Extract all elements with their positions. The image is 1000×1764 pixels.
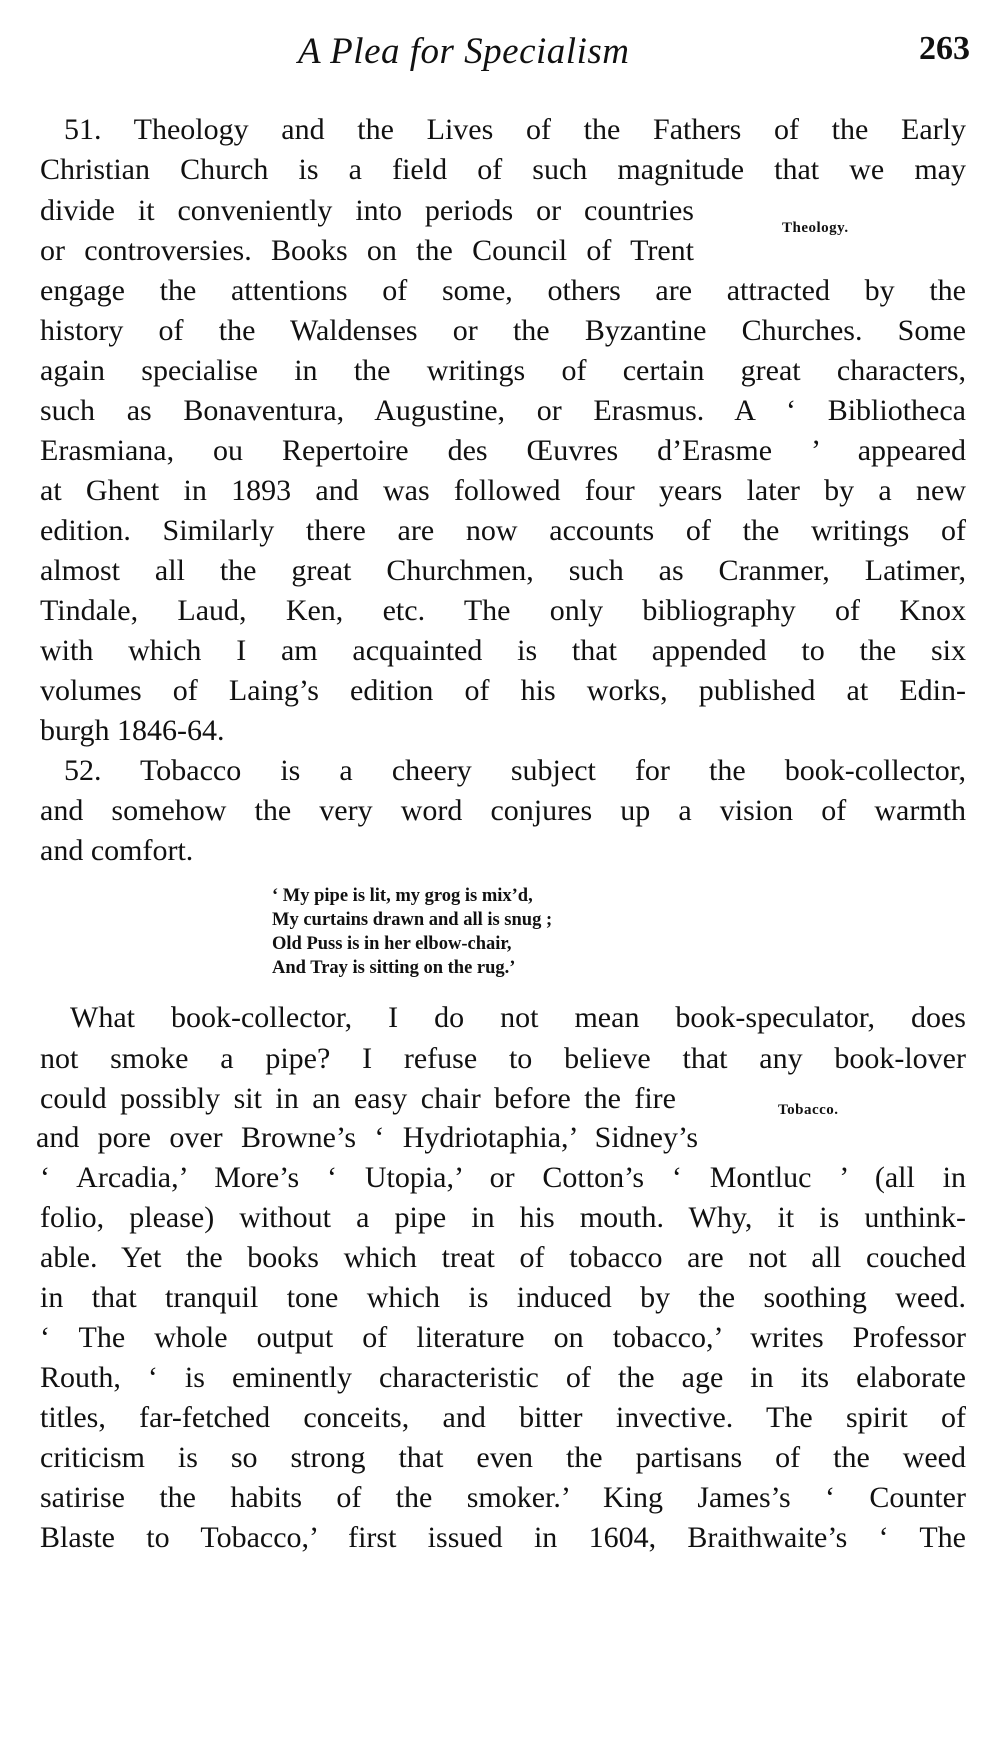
verse-line: My curtains drawn and all is snug ; bbox=[272, 910, 553, 930]
text-line: could possibly sit in an easy chair before the fire bbox=[40, 1082, 676, 1115]
text-line: engage the attentions of some, others are attracted by the bbox=[40, 274, 966, 307]
running-head bbox=[40, 30, 970, 80]
text-line: able. Yet the books which treat of tobacco are not all couched bbox=[40, 1241, 966, 1274]
text-line: and somehow the very word conjures up a vision of warmth bbox=[40, 794, 966, 827]
verse-line: And Tray is sitting on the rug.’ bbox=[272, 958, 516, 978]
margin-note-tobacco: Tobacco. bbox=[778, 1102, 839, 1118]
text-line: history of the Waldenses or the Byzantine Churches. Some bbox=[40, 314, 966, 347]
text-line: What book-collector, I do not mean book-speculator, does bbox=[70, 1001, 966, 1034]
text-line: divide it conveniently into periods or countries bbox=[40, 194, 694, 227]
text-line: Blaste to Tobacco,’ first issued in 1604, Braithwaite’s ‘ The bbox=[40, 1521, 966, 1554]
text-line: burgh 1846-64. bbox=[40, 714, 225, 747]
page-number: 263 bbox=[919, 30, 970, 67]
text-line: again specialise in the writings of certain great characters, bbox=[40, 354, 966, 387]
text-line: criticism is so strong that even the partisans of the weed bbox=[40, 1441, 966, 1474]
text-line: and comfort. bbox=[40, 834, 194, 867]
text-line: or controversies. Books on the Council of Trent bbox=[40, 234, 694, 267]
text-line: in that tranquil tone which is induced by the soothing weed. bbox=[40, 1281, 966, 1314]
text-line: not smoke a pipe? I refuse to believe that any book-lover bbox=[40, 1042, 966, 1075]
text-line: such as Bonaventura, Augustine, or Erasmus. A ‘ Bibliotheca bbox=[40, 394, 966, 427]
text-line: Erasmiana, ou Repertoire des Œuvres d’Erasme ’ appeared bbox=[40, 434, 966, 467]
running-title: A Plea for Specialism bbox=[298, 31, 630, 72]
text-line: Tindale, Laud, Ken, etc. The only bibliography of Knox bbox=[40, 594, 966, 627]
text-line: folio, please) without a pipe in his mouth. Why, it is unthink- bbox=[40, 1201, 966, 1234]
text-line: and pore over Browne’s ‘ Hydriotaphia,’ Sidney’s bbox=[36, 1121, 698, 1154]
text-line: 51. Theology and the Lives of the Fathers of the Early bbox=[64, 113, 966, 146]
text-line: Routh, ‘ is eminently characteristic of the age in its elaborate bbox=[40, 1361, 966, 1394]
text-line: almost all the great Churchmen, such as Cranmer, Latimer, bbox=[40, 554, 966, 587]
text-line: edition. Similarly there are now accounts of the writings of bbox=[40, 514, 966, 547]
text-line: Christian Church is a field of such magnitude that we may bbox=[40, 153, 966, 186]
text-line: volumes of Laing’s edition of his works, published at Edin- bbox=[40, 674, 966, 707]
verse-line: ‘ My pipe is lit, my grog is mix’d, bbox=[272, 886, 533, 906]
margin-note-theology: Theology. bbox=[782, 220, 849, 236]
verse-line: Old Puss is in her elbow-chair, bbox=[272, 934, 512, 954]
text-line: 52. Tobacco is a cheery subject for the book-collector, bbox=[64, 754, 966, 787]
text-line: titles, far-fetched conceits, and bitter invective. The spirit of bbox=[40, 1401, 966, 1434]
text-line: at Ghent in 1893 and was followed four years later by a new bbox=[40, 474, 966, 507]
text-line: satirise the habits of the smoker.’ King James’s ‘ Counter bbox=[40, 1481, 966, 1514]
text-line: with which I am acquainted is that appended to the six bbox=[40, 634, 966, 667]
text-line: ‘ The whole output of literature on tobacco,’ writes Professor bbox=[40, 1321, 966, 1354]
text-line: ‘ Arcadia,’ More’s ‘ Utopia,’ or Cotton’s ‘ Montluc ’ (all in bbox=[40, 1161, 966, 1194]
